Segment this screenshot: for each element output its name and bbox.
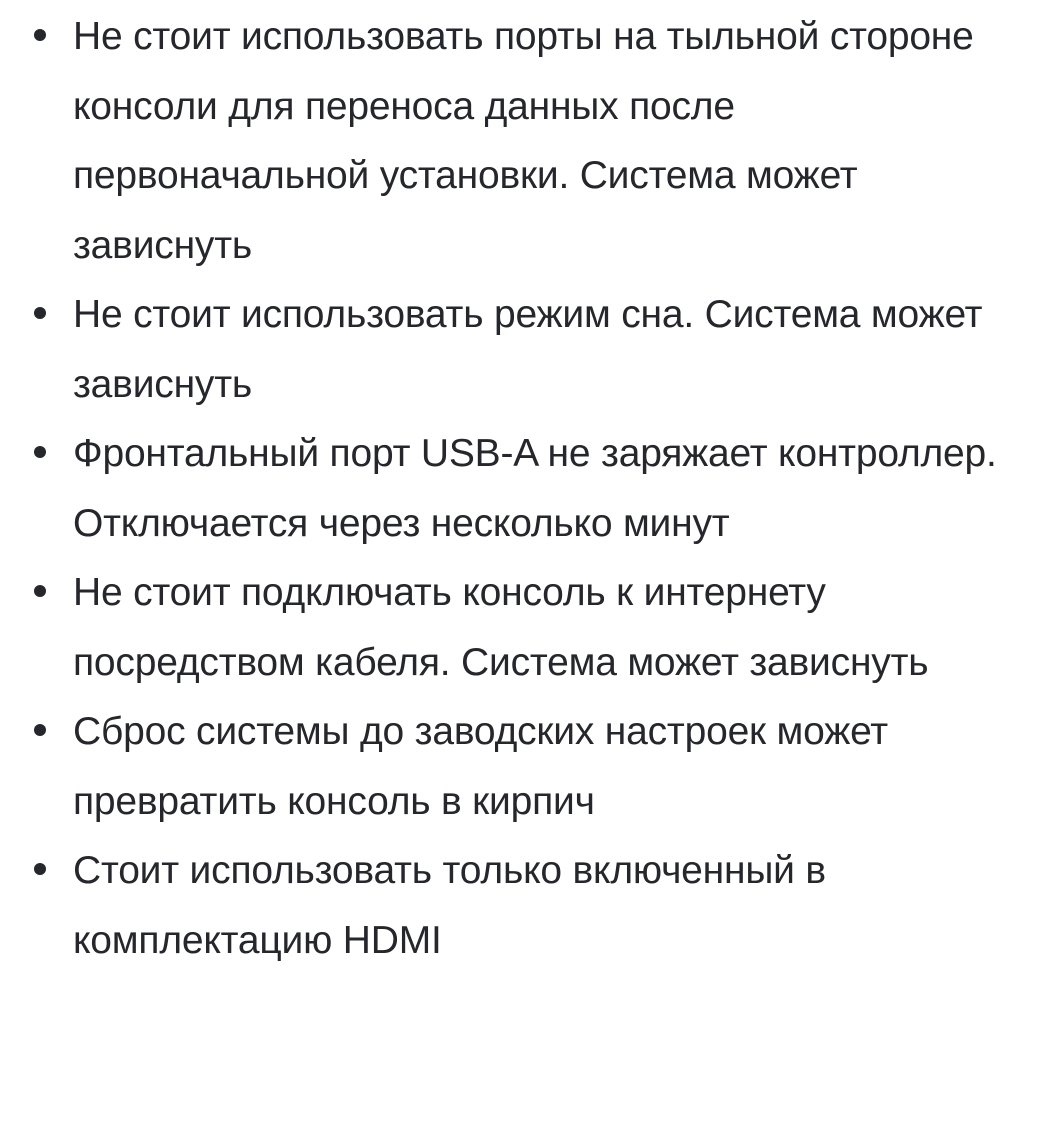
bullet-icon (34, 585, 46, 597)
list-item-text: Сброс системы до заводских настроек может превратить консоль в кирпич (73, 710, 888, 823)
bullet-icon (34, 724, 46, 736)
list-item-text: Не стоит использовать режим сна. Система может зависнуть (73, 293, 983, 406)
bullet-list (0, 2, 1039, 975)
list-item (0, 419, 1039, 558)
bullet-icon (34, 29, 46, 41)
list-item (0, 836, 1039, 975)
list-item-text: Стоит использовать только включенный в комплектацию HDMI (73, 849, 826, 962)
list-item (0, 558, 1039, 697)
bullet-icon (34, 446, 46, 458)
list-item (0, 280, 1039, 419)
bullet-icon (34, 307, 46, 319)
list-item (0, 697, 1039, 836)
list-item (0, 2, 1039, 280)
bullet-icon (34, 863, 46, 875)
list-item-text: Не стоит использовать порты на тыльной стороне консоли для переноса данных после первоначальной установки. Система может зависнуть (73, 15, 974, 267)
list-item-text: Фронтальный порт USB-A не заряжает контроллер. Отключается через несколько минут (73, 432, 997, 545)
list-item-text: Не стоит подключать консоль к интернету посредством кабеля. Система может зависнуть (73, 571, 929, 684)
